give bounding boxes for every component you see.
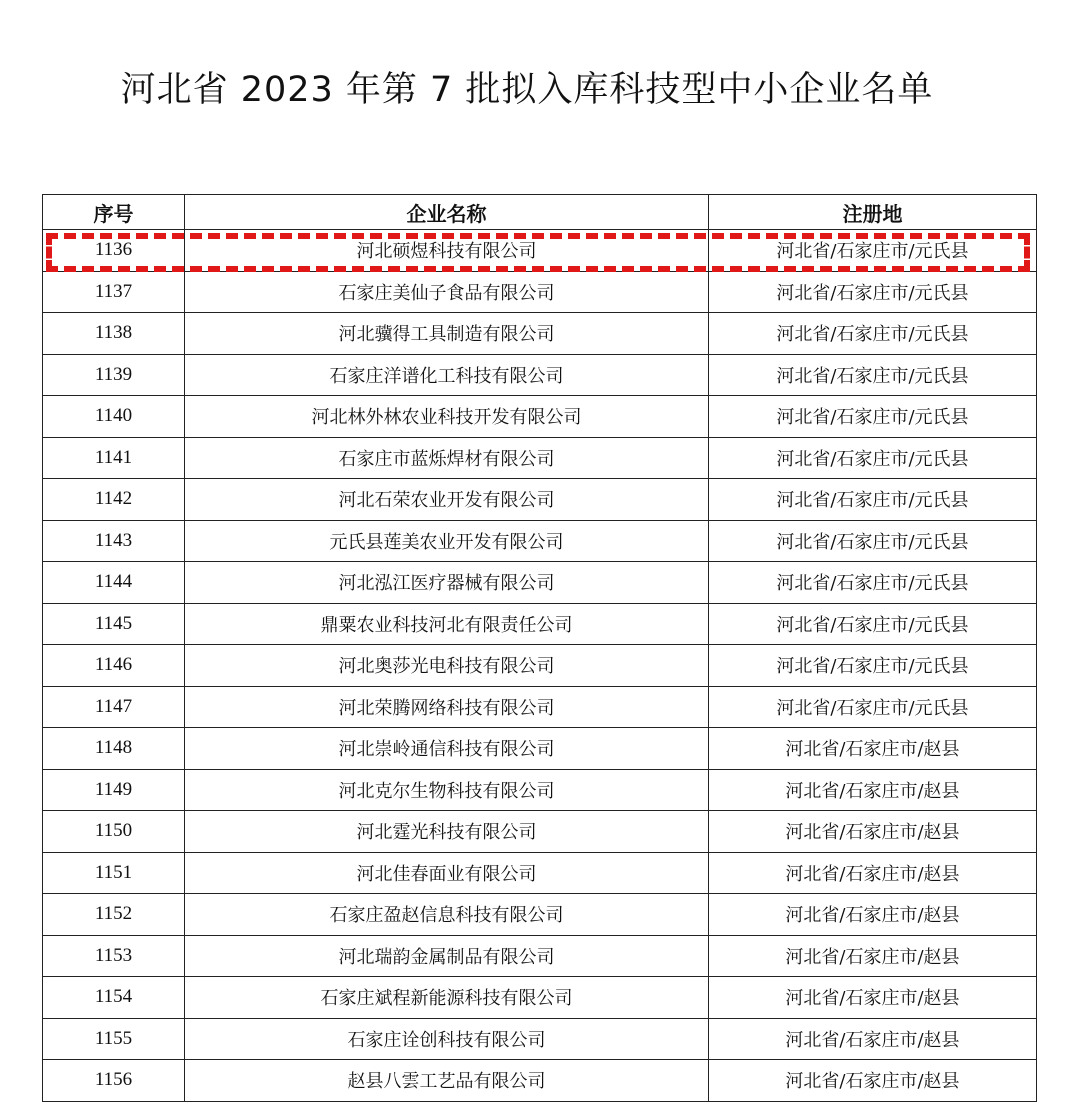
cell-company-name: 河北林外林农业科技开发有限公司 — [185, 396, 709, 438]
cell-company-name: 河北荣腾网络科技有限公司 — [185, 686, 709, 728]
cell-company-name: 河北崇岭通信科技有限公司 — [185, 728, 709, 770]
cell-company-name: 赵县八雲工艺品有限公司 — [185, 1060, 709, 1102]
cell-serial-number: 1148 — [43, 728, 185, 770]
cell-company-name: 元氏县莲美农业开发有限公司 — [185, 520, 709, 562]
cell-company-name: 河北石荣农业开发有限公司 — [185, 479, 709, 521]
cell-serial-number: 1139 — [43, 354, 185, 396]
cell-serial-number: 1140 — [43, 396, 185, 438]
cell-registered-place: 河北省/石家庄市/赵县 — [709, 811, 1037, 853]
cell-company-name: 河北克尔生物科技有限公司 — [185, 769, 709, 811]
document-title: 河北省 2023 年第 7 批拟入库科技型中小企业名单 — [120, 70, 934, 110]
cell-serial-number: 1151 — [43, 852, 185, 894]
enterprise-list-table — [42, 194, 1037, 1102]
cell-serial-number: 1155 — [43, 1018, 185, 1060]
table-row — [43, 769, 1037, 811]
cell-company-name: 石家庄市蓝烁焊材有限公司 — [185, 437, 709, 479]
table-row — [43, 686, 1037, 728]
header-serial-number: 序号 — [43, 195, 185, 230]
header-company-name: 企业名称 — [185, 195, 709, 230]
cell-company-name: 河北硕煜科技有限公司 — [185, 230, 709, 272]
table-row — [43, 728, 1037, 770]
table-row — [43, 396, 1037, 438]
cell-registered-place: 河北省/石家庄市/元氏县 — [709, 437, 1037, 479]
table-row — [43, 230, 1037, 272]
cell-serial-number: 1145 — [43, 603, 185, 645]
cell-registered-place: 河北省/石家庄市/元氏县 — [709, 313, 1037, 355]
table-row — [43, 852, 1037, 894]
table-row — [43, 1018, 1037, 1060]
cell-registered-place: 河北省/石家庄市/元氏县 — [709, 645, 1037, 687]
table-row — [43, 354, 1037, 396]
table-row — [43, 437, 1037, 479]
table-header-row — [43, 195, 1037, 230]
cell-serial-number: 1154 — [43, 977, 185, 1019]
cell-company-name: 河北骥得工具制造有限公司 — [185, 313, 709, 355]
cell-registered-place: 河北省/石家庄市/元氏县 — [709, 479, 1037, 521]
cell-serial-number: 1153 — [43, 935, 185, 977]
cell-registered-place: 河北省/石家庄市/元氏县 — [709, 354, 1037, 396]
table-row — [43, 479, 1037, 521]
cell-serial-number: 1152 — [43, 894, 185, 936]
cell-serial-number: 1137 — [43, 271, 185, 313]
cell-registered-place: 河北省/石家庄市/元氏县 — [709, 520, 1037, 562]
table-row — [43, 645, 1037, 687]
header-registered-place: 注册地 — [709, 195, 1037, 230]
cell-serial-number: 1144 — [43, 562, 185, 604]
cell-company-name: 石家庄斌程新能源科技有限公司 — [185, 977, 709, 1019]
cell-registered-place: 河北省/石家庄市/元氏县 — [709, 271, 1037, 313]
enterprise-list-table-container — [42, 194, 1036, 1102]
cell-serial-number: 1138 — [43, 313, 185, 355]
cell-registered-place: 河北省/石家庄市/元氏县 — [709, 396, 1037, 438]
cell-company-name: 石家庄美仙子食品有限公司 — [185, 271, 709, 313]
cell-company-name: 鼎粟农业科技河北有限责任公司 — [185, 603, 709, 645]
table-row — [43, 271, 1037, 313]
table-row — [43, 811, 1037, 853]
cell-registered-place: 河北省/石家庄市/赵县 — [709, 1060, 1037, 1102]
cell-registered-place: 河北省/石家庄市/赵县 — [709, 1018, 1037, 1060]
cell-company-name: 石家庄盈赵信息科技有限公司 — [185, 894, 709, 936]
table-row — [43, 520, 1037, 562]
cell-company-name: 河北奥莎光电科技有限公司 — [185, 645, 709, 687]
cell-company-name: 石家庄洋谱化工科技有限公司 — [185, 354, 709, 396]
cell-serial-number: 1146 — [43, 645, 185, 687]
table-row — [43, 1060, 1037, 1102]
table-row — [43, 894, 1037, 936]
cell-registered-place: 河北省/石家庄市/赵县 — [709, 977, 1037, 1019]
cell-registered-place: 河北省/石家庄市/赵县 — [709, 769, 1037, 811]
cell-registered-place: 河北省/石家庄市/赵县 — [709, 894, 1037, 936]
cell-company-name: 河北瑞韵金属制品有限公司 — [185, 935, 709, 977]
cell-company-name: 石家庄诠创科技有限公司 — [185, 1018, 709, 1060]
cell-registered-place: 河北省/石家庄市/元氏县 — [709, 562, 1037, 604]
cell-serial-number: 1141 — [43, 437, 185, 479]
cell-serial-number: 1142 — [43, 479, 185, 521]
table-row — [43, 935, 1037, 977]
table-row — [43, 313, 1037, 355]
cell-serial-number: 1156 — [43, 1060, 185, 1102]
cell-company-name: 河北霆光科技有限公司 — [185, 811, 709, 853]
cell-company-name: 河北泓江医疗器械有限公司 — [185, 562, 709, 604]
table-row — [43, 603, 1037, 645]
cell-registered-place: 河北省/石家庄市/元氏县 — [709, 230, 1037, 272]
cell-serial-number: 1149 — [43, 769, 185, 811]
cell-registered-place: 河北省/石家庄市/赵县 — [709, 852, 1037, 894]
cell-registered-place: 河北省/石家庄市/元氏县 — [709, 686, 1037, 728]
cell-serial-number: 1150 — [43, 811, 185, 853]
table-row — [43, 562, 1037, 604]
cell-serial-number: 1143 — [43, 520, 185, 562]
cell-serial-number: 1136 — [43, 230, 185, 272]
table-row — [43, 977, 1037, 1019]
table-body — [43, 230, 1037, 1102]
cell-serial-number: 1147 — [43, 686, 185, 728]
cell-registered-place: 河北省/石家庄市/元氏县 — [709, 603, 1037, 645]
cell-registered-place: 河北省/石家庄市/赵县 — [709, 728, 1037, 770]
cell-company-name: 河北佳春面业有限公司 — [185, 852, 709, 894]
cell-registered-place: 河北省/石家庄市/赵县 — [709, 935, 1037, 977]
